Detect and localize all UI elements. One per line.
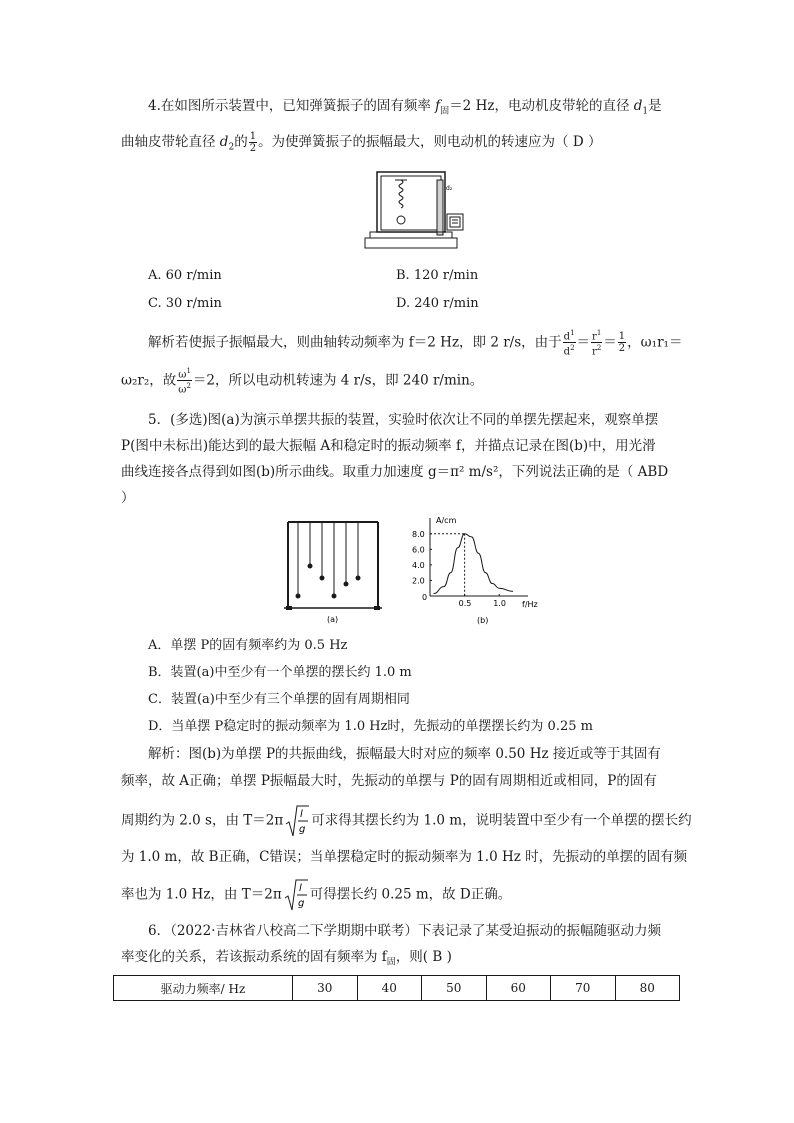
- table-cell: 30: [293, 976, 358, 1001]
- x-tick-label: 0.5: [458, 599, 472, 608]
- q4-line2: 曲轴皮带轮直径 $d_2$的 $\frac{1}{2}$ 。为使弹簧振子的振幅最大，则电动机的转速应为（ D ）: [121, 131, 602, 154]
- q4-option-b: B. 120 r/min: [396, 268, 479, 283]
- sqrt-l-over-g-2: [284, 878, 308, 912]
- x-tick-label: 1.0: [493, 599, 506, 608]
- q5-analysis-line1: 解析：图(b)为单摆 P的共振曲线，振幅最大时对应的频率 0.50 Hz 接近或等于其固有: [148, 746, 661, 762]
- q4-option-c: C. 30 r/min: [148, 296, 222, 311]
- svg-text:d₂: d₂: [446, 185, 453, 192]
- q5-option-c: C．装置(a)中至少有三个单摆的固有周期相同: [148, 692, 410, 707]
- q5-line2: P(图中未标出)能达到的最大振幅 A和稳定时的振动频率 f，并描点记录在图(b)中，用光滑: [121, 438, 656, 454]
- svg-text:g: g: [297, 898, 305, 909]
- q4-line1: 4.在如图所示装置中，已知弹簧振子的固有频率 $f_固=2$ Hz，电动机皮带轮的直径 $d_1$是: [148, 98, 662, 117]
- q5-figure-b-chart: [400, 512, 550, 628]
- q5-option-a: A．单摆 P的固有频率约为 0.5 Hz: [148, 638, 348, 653]
- resonance-curve: [433, 534, 513, 594]
- q5-line4: ）: [121, 490, 135, 506]
- sqrt-l-over-g: [285, 804, 309, 838]
- q4-apparatus-figure: [355, 170, 475, 252]
- y-tick-label: 8.0: [412, 529, 425, 539]
- q5-analysis-line5: 率也为 1.0 Hz，由 T＝2π l g 可得摆长约 0.25 m，故 D正确。: [121, 878, 511, 912]
- svg-text:l: l: [298, 883, 302, 894]
- table-cell: 70: [551, 976, 616, 1001]
- fig-a-caption: (a): [327, 615, 339, 624]
- y-tick-label: 2.0: [412, 576, 425, 586]
- y-tick-label: 4.0: [412, 560, 425, 570]
- q5-figure-a: [280, 516, 385, 628]
- fig-b-caption: (b): [477, 616, 489, 625]
- q5-analysis-line2: 频率，故 A正确；单摆 P振幅最大时，先振动的单摆与 P的固有周期相近或相同，P的固有: [121, 773, 657, 789]
- chart-ylabel: A/cm: [436, 516, 457, 525]
- q5-analysis-line3: 周期约为 2.0 s，由 T＝2π l g 可求得其摆长约为 1.0 m，说明装置中至少有一个单摆的摆长约: [121, 804, 692, 838]
- table-row: [114, 976, 680, 1001]
- table-cell: 60: [486, 976, 551, 1001]
- q6-line1: 6．（2022·吉林省八校高二下学期期中联考）下表记录了某受迫振动的振幅随驱动力频: [148, 923, 661, 939]
- table-header-cell: 驱动力频率/ Hz: [114, 976, 293, 1001]
- q4-analysis-line2: ω₂r₂，故 $\frac{\omega^1}{\omega^2}$ ＝2，所以电动机转速为 4 r/s，即 240 r/min。: [121, 367, 484, 396]
- q5-option-b: B．装置(a)中至少有一个单摆的摆长约 1.0 m: [148, 665, 412, 680]
- x-tick-label: 0: [422, 593, 428, 602]
- q6-frequency-table: [113, 975, 680, 1001]
- q5-line1: 5．(多选)图(a)为演示单摆共振的装置，实验时依次让不同的单摆先摆起来，观察单摆: [148, 412, 659, 428]
- table-cell: 40: [357, 976, 422, 1001]
- table-cell: 80: [615, 976, 680, 1001]
- y-tick-label: 6.0: [412, 545, 425, 555]
- q5-option-d: D．当单摆 P稳定时的振动频率为 1.0 Hz时，先振动的单摆摆长约为 0.25 m: [148, 719, 593, 734]
- q5-analysis-line4: 为 1.0 m，故 B正确，C错误；当单摆稳定时的振动频率为 1.0 Hz 时，先振动的单摆的固有频: [121, 849, 688, 865]
- fraction-half: $\frac{1}{2}$: [249, 131, 257, 154]
- svg-text:g: g: [299, 824, 306, 835]
- q5-line3: 曲线连接各点得到如图(b)所示曲线。取重力加速度 g＝π² m/s²，下列说法正确的是（ ABD: [121, 464, 669, 480]
- chart-xlabel: f/Hz: [522, 600, 538, 609]
- q4-analysis-line1: 解析若使振子振幅最大，则曲轴转动频率为 f＝2 Hz，即 2 r/s，由于 $\frac{d^1}{d^2}$ ＝ $\frac{r^1}{r^2}$ ＝ $\frac{1}{2}$ ，ω₁r₁＝: [148, 329, 683, 358]
- q6-line2: 率变化的关系，若该振动系统的固有频率为 $f_固$，则( B ): [121, 949, 452, 968]
- table-cell: 50: [422, 976, 487, 1001]
- q4-option-d: D. 240 r/min: [396, 296, 479, 311]
- q4-option-a: A. 60 r/min: [148, 268, 222, 283]
- svg-text:l: l: [300, 809, 304, 820]
